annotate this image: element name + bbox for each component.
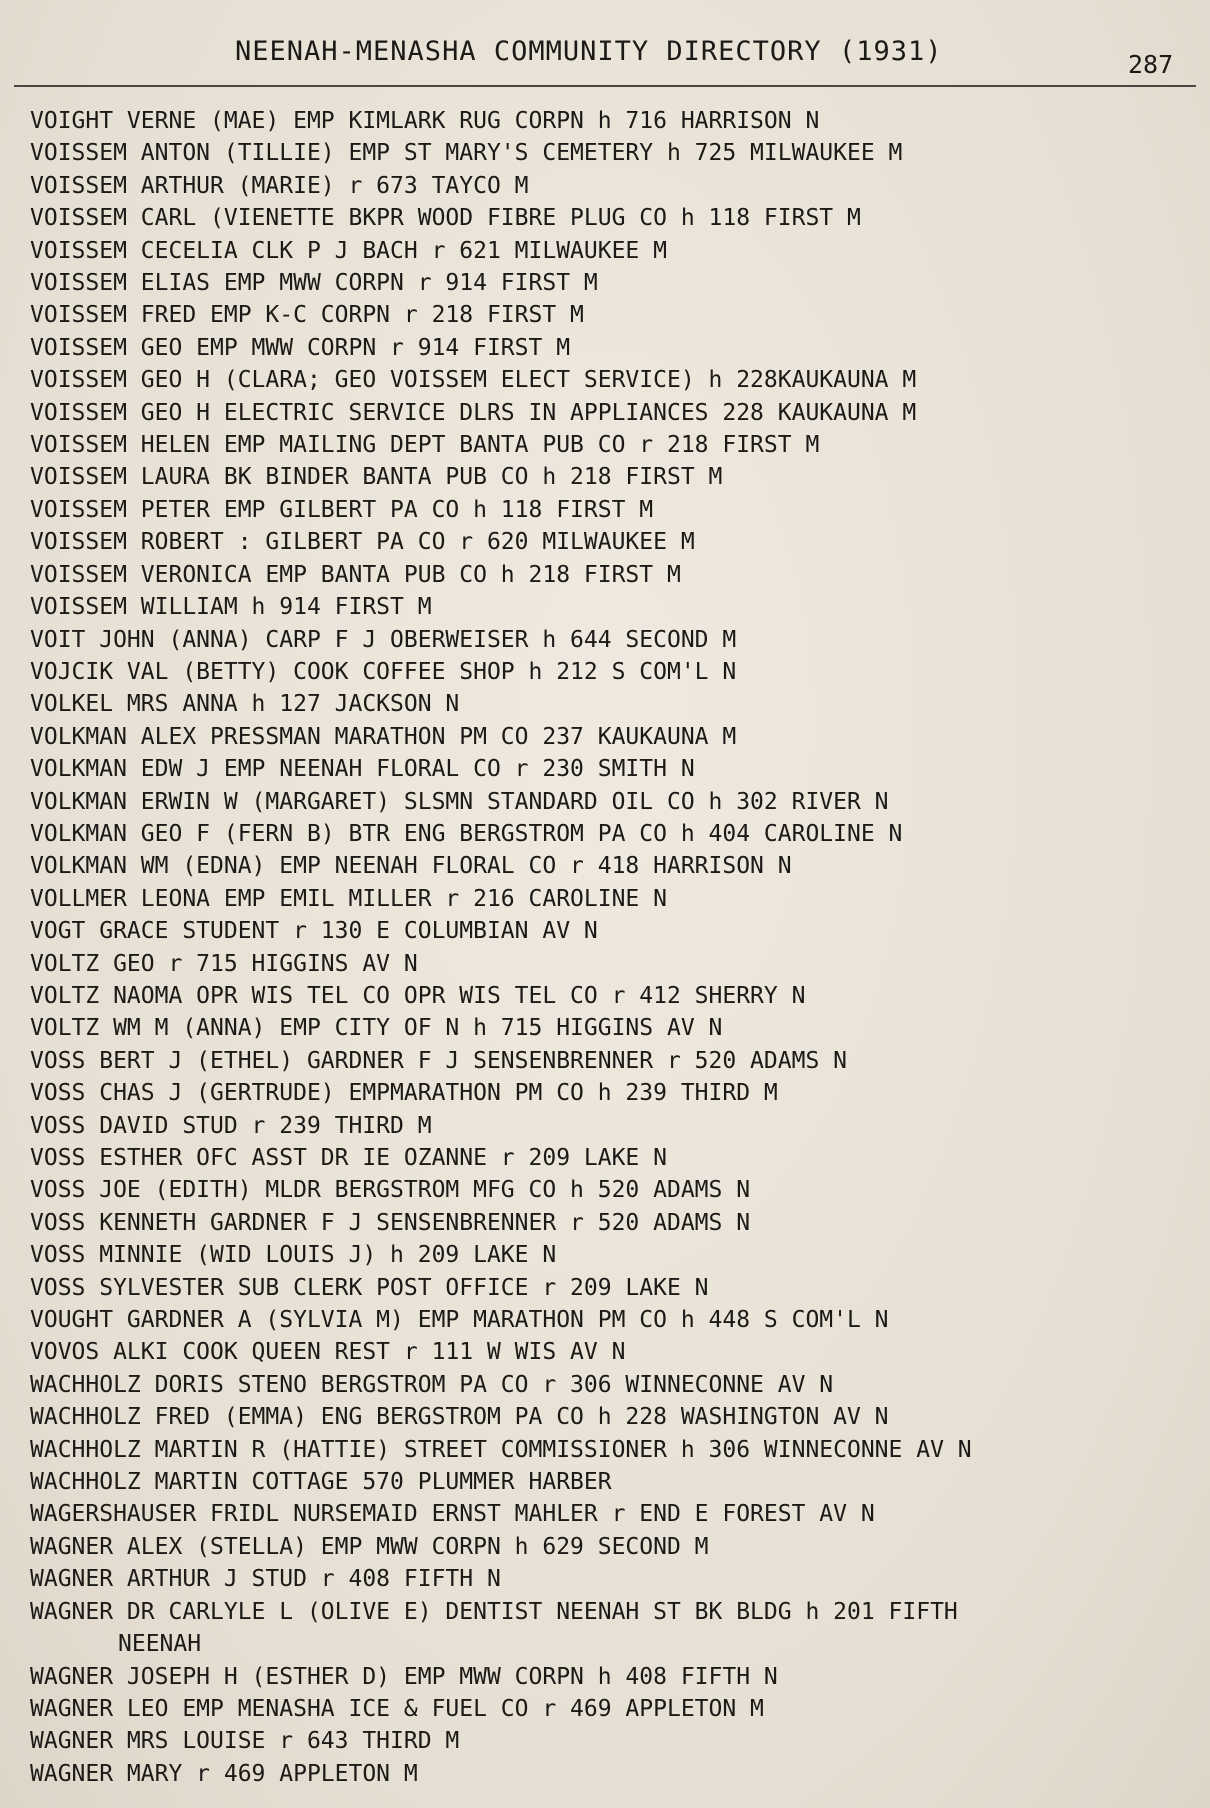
directory-entry: VOSS MINNIE (WID LOUIS J) h 209 LAKE N bbox=[30, 1242, 557, 1269]
directory-entry: VOLTZ WM M (ANNA) EMP CITY OF N h 715 HIGGINS AV N bbox=[30, 1015, 723, 1042]
directory-entry: VOISSEM PETER EMP GILBERT PA CO h 118 FIRST M bbox=[30, 496, 654, 523]
header-rule bbox=[14, 85, 1196, 87]
directory-entry: WACHHOLZ MARTIN R (HATTIE) STREET COMMISSIONER h 306 WINNECONNE AV N bbox=[30, 1436, 972, 1463]
directory-title: NEENAH-MENASHA COMMUNITY DIRECTORY (1931) bbox=[235, 36, 943, 67]
directory-entry: VOSS JOE (EDITH) MLDR BERGSTROM MFG CO h 520 ADAMS N bbox=[30, 1177, 751, 1204]
directory-entry: VOISSEM WILLIAM h 914 FIRST M bbox=[30, 594, 432, 621]
directory-entry: VOISSEM VERONICA EMP BANTA PUB CO h 218 FIRST M bbox=[30, 561, 681, 588]
directory-entry: WAGNER DR CARLYLE L (OLIVE E) DENTIST NEENAH ST BK BLDG h 201 FIFTH bbox=[30, 1598, 958, 1625]
directory-entry: VOSS KENNETH GARDNER F J SENSENBRENNER r 520 ADAMS N bbox=[30, 1209, 751, 1236]
directory-entry: VOLKEL MRS ANNA h 127 JACKSON N bbox=[30, 691, 460, 718]
directory-entry: VOSS DAVID STUD r 239 THIRD M bbox=[30, 1112, 432, 1139]
directory-entry-continuation: NEENAH bbox=[118, 1631, 202, 1658]
directory-entry: VOUGHT GARDNER A (SYLVIA M) EMP MARATHON PM CO h 448 S COM'L N bbox=[30, 1307, 889, 1334]
directory-entry: VOISSEM GEO H (CLARA; GEO VOISSEM ELECT SERVICE) h 228KAUKAUNA M bbox=[30, 367, 917, 394]
directory-entry: VOLKMAN WM (EDNA) EMP NEENAH FLORAL CO r 418 HARRISON N bbox=[30, 853, 792, 880]
directory-entry: VOISSEM CARL (VIENETTE BKPR WOOD FIBRE PLUG CO h 118 FIRST M bbox=[30, 205, 861, 232]
directory-entry: WAGNER JOSEPH H (ESTHER D) EMP MWW CORPN h 408 FIFTH N bbox=[30, 1663, 778, 1690]
directory-entry: WACHHOLZ MARTIN COTTAGE 570 PLUMMER HARBER bbox=[30, 1469, 612, 1496]
directory-entry: VOLKMAN EDW J EMP NEENAH FLORAL CO r 230 SMITH N bbox=[30, 756, 695, 783]
directory-entry: WACHHOLZ DORIS STENO BERGSTROM PA CO r 306 WINNECONNE AV N bbox=[30, 1371, 834, 1398]
directory-entry: WAGNER MRS LOUISE r 643 THIRD M bbox=[30, 1728, 460, 1755]
directory-entry: VOIT JOHN (ANNA) CARP F J OBERWEISER h 644 SECOND M bbox=[30, 626, 737, 653]
directory-entry: VOLLMER LEONA EMP EMIL MILLER r 216 CAROLINE N bbox=[30, 885, 667, 912]
directory-entry: VOLKMAN ERWIN W (MARGARET) SLSMN STANDARD OIL CO h 302 RIVER N bbox=[30, 788, 889, 815]
directory-entry: VOVOS ALKI COOK QUEEN REST r 111 W WIS AV N bbox=[30, 1339, 626, 1366]
directory-entry: VOIGHT VERNE (MAE) EMP KIMLARK RUG CORPN h 716 HARRISON N bbox=[30, 108, 820, 134]
directory-entry: VOISSEM HELEN EMP MAILING DEPT BANTA PUB CO r 218 FIRST M bbox=[30, 432, 820, 459]
directory-entry: VOISSEM ELIAS EMP MWW CORPN r 914 FIRST M bbox=[30, 270, 598, 297]
directory-entry: WAGNER MARY r 469 APPLETON M bbox=[30, 1760, 418, 1787]
directory-entry: VOGT GRACE STUDENT r 130 E COLUMBIAN AV N bbox=[30, 918, 598, 945]
directory-entry: VOLTZ NAOMA OPR WIS TEL CO OPR WIS TEL CO r 412 SHERRY N bbox=[30, 982, 806, 1009]
directory-entry: VOISSEM GEO EMP MWW CORPN r 914 FIRST M bbox=[30, 334, 571, 361]
directory-entry: WACHHOLZ FRED (EMMA) ENG BERGSTROM PA CO h 228 WASHINGTON AV N bbox=[30, 1404, 889, 1431]
directory-entry: VOISSEM ROBERT : GILBERT PA CO r 620 MILWAUKEE M bbox=[30, 529, 695, 556]
directory-entry: VOJCIK VAL (BETTY) COOK COFFEE SHOP h 212 S COM'L N bbox=[30, 658, 737, 685]
directory-entry: VOSS CHAS J (GERTRUDE) EMPMARATHON PM CO h 239 THIRD M bbox=[30, 1080, 778, 1107]
directory-entry: VOLTZ GEO r 715 HIGGINS AV N bbox=[30, 950, 418, 977]
directory-entry: VOSS ESTHER OFC ASST DR IE OZANNE r 209 LAKE N bbox=[30, 1145, 667, 1171]
directory-entry: VOISSEM CECELIA CLK P J BACH r 621 MILWAUKEE M bbox=[30, 237, 667, 264]
directory-entry: WAGNER ALEX (STELLA) EMP MWW CORPN h 629 SECOND M bbox=[30, 1533, 709, 1560]
directory-entry: VOISSEM GEO H ELECTRIC SERVICE DLRS IN APPLIANCES 228 KAUKAUNA M bbox=[30, 399, 917, 426]
directory-entry: VOSS SYLVESTER SUB CLERK POST OFFICE r 209 LAKE N bbox=[30, 1274, 709, 1301]
directory-entry: WAGNER ARTHUR J STUD r 408 FIFTH N bbox=[30, 1566, 501, 1593]
directory-entry: VOISSEM FRED EMP K-C CORPN r 218 FIRST M bbox=[30, 302, 584, 329]
directory-entries bbox=[30, 105, 1200, 1790]
directory-entry: VOLKMAN ALEX PRESSMAN MARATHON PM CO 237 KAUKAUNA M bbox=[30, 723, 737, 750]
directory-entry: VOISSEM ARTHUR (MARIE) r 673 TAYCO M bbox=[30, 172, 529, 199]
page-number: 287 bbox=[1128, 50, 1174, 79]
directory-entry: VOSS BERT J (ETHEL) GARDNER F J SENSENBRENNER r 520 ADAMS N bbox=[30, 1047, 847, 1074]
directory-entry: WAGNER LEO EMP MENASHA ICE & FUEL CO r 469 APPLETON M bbox=[30, 1695, 764, 1722]
directory-entry: VOISSEM ANTON (TILLIE) EMP ST MARY'S CEMETERY h 725 MILWAUKEE M bbox=[30, 140, 903, 167]
page-header bbox=[0, 36, 1210, 79]
directory-entry: VOISSEM LAURA BK BINDER BANTA PUB CO h 218 FIRST M bbox=[30, 464, 723, 491]
directory-entry: VOLKMAN GEO F (FERN B) BTR ENG BERGSTROM PA CO h 404 CAROLINE N bbox=[30, 820, 903, 847]
directory-entry: WAGERSHAUSER FRIDL NURSEMAID ERNST MAHLER r END E FOREST AV N bbox=[30, 1501, 875, 1528]
